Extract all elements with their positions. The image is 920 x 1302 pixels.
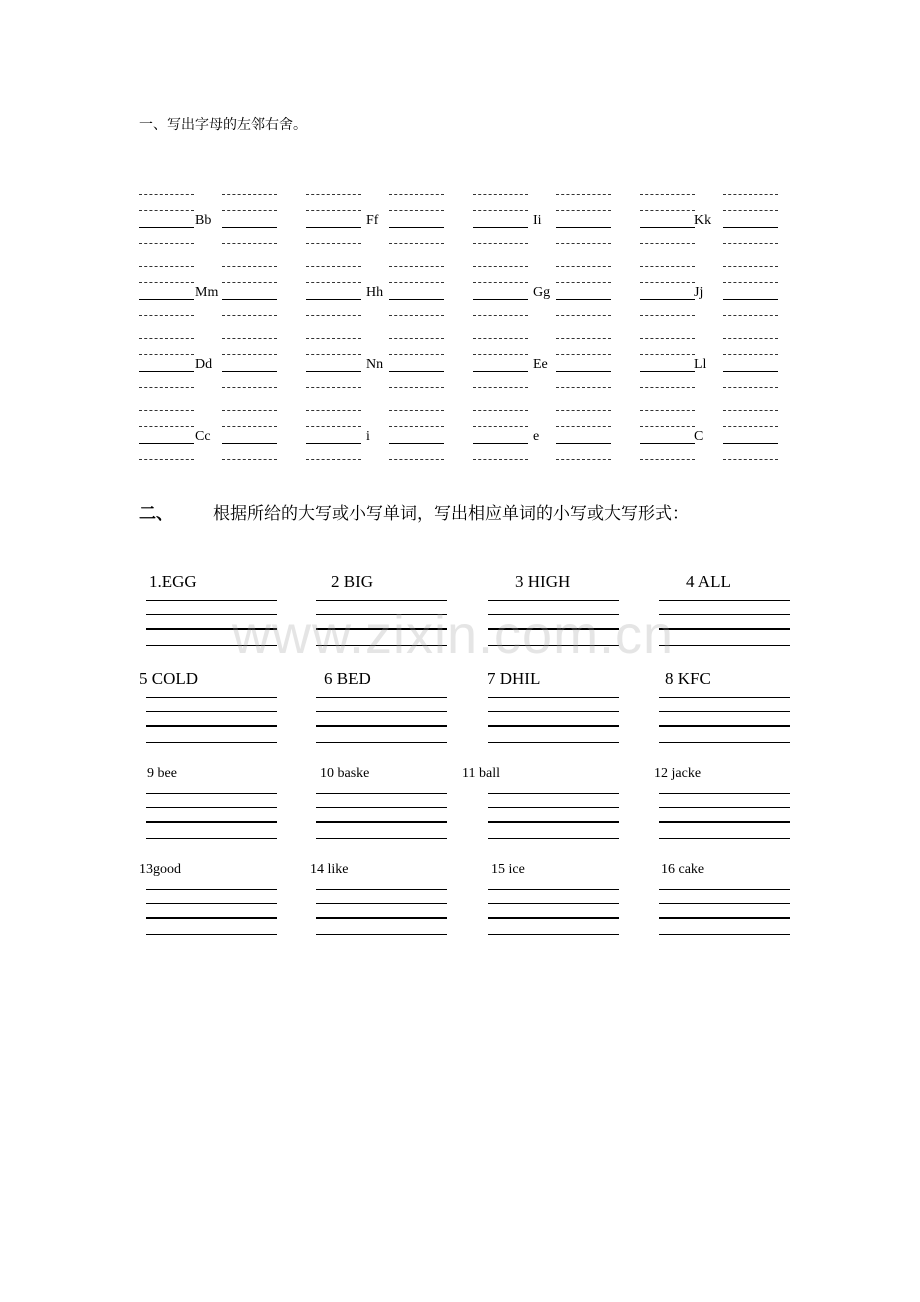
dashed-guide-line [640,354,695,355]
given-letter: Nn [366,357,384,372]
writing-baseline [389,299,444,300]
writing-line [659,614,790,615]
dashed-guide-line [306,426,361,427]
writing-line [659,725,790,727]
writing-baseline [389,227,444,228]
dashed-guide-line [389,266,444,267]
writing-line [146,838,277,839]
dashed-guide-line [139,282,194,283]
writing-baseline [139,371,194,372]
letter-cell [139,189,267,262]
writing-baseline [306,227,361,228]
writing-line [316,934,447,935]
dashed-guide-line [473,426,528,427]
dashed-guide-line [306,387,361,388]
dashed-guide-line [556,338,611,339]
dashed-guide-line [640,426,695,427]
writing-line [659,934,790,935]
dashed-guide-line [306,459,361,460]
dashed-guide-line [222,354,277,355]
writing-line [488,628,619,630]
writing-line [316,903,447,904]
dashed-guide-line [222,410,277,411]
writing-line [146,742,277,743]
given-letter: Hh [366,285,384,300]
dashed-guide-line [222,243,277,244]
dashed-guide-line [306,338,361,339]
dashed-guide-line [139,243,194,244]
writing-line [488,614,619,615]
dashed-guide-line [139,426,194,427]
dashed-guide-line [723,315,778,316]
writing-line [659,793,790,794]
writing-line [146,614,277,615]
writing-baseline [640,443,695,444]
letter-cell [640,333,768,406]
dashed-guide-line [640,338,695,339]
dashed-guide-line [556,282,611,283]
writing-line [316,821,447,823]
dashed-guide-line [640,410,695,411]
dashed-guide-line [640,459,695,460]
writing-line [316,889,447,890]
given-letter: Ii [533,213,542,228]
dashed-guide-line [306,194,361,195]
writing-line [316,917,447,919]
letter-cell [473,189,601,262]
dashed-guide-line [723,387,778,388]
dashed-guide-line [640,387,695,388]
writing-line [316,807,447,808]
dashed-guide-line [640,210,695,211]
writing-line [659,628,790,630]
dashed-guide-line [556,194,611,195]
writing-baseline [556,443,611,444]
dashed-guide-line [389,282,444,283]
writing-line [146,711,277,712]
dashed-guide-line [306,410,361,411]
dashed-guide-line [556,266,611,267]
writing-baseline [139,299,194,300]
word-prompt: 14 like [310,862,349,877]
dashed-guide-line [389,387,444,388]
dashed-guide-line [473,243,528,244]
writing-line [488,838,619,839]
letter-cell [139,405,267,478]
dashed-guide-line [139,266,194,267]
writing-baseline [139,443,194,444]
given-letter: Ff [366,213,379,228]
given-letter: C [694,429,704,444]
writing-line [316,838,447,839]
dashed-guide-line [640,194,695,195]
word-prompt: 16 cake [661,862,705,877]
writing-line [659,903,790,904]
writing-baseline [556,371,611,372]
dashed-guide-line [222,194,277,195]
writing-line [659,600,790,601]
writing-baseline [222,227,277,228]
letter-cell [473,405,601,478]
dashed-guide-line [389,210,444,211]
writing-line [316,742,447,743]
word-prompt: 3 HIGH [515,572,571,591]
dashed-guide-line [640,315,695,316]
dashed-guide-line [640,266,695,267]
section1-title: 一、写出字母的左邻右舍。 [139,118,307,133]
writing-baseline [640,227,695,228]
dashed-guide-line [723,266,778,267]
dashed-guide-line [222,387,277,388]
dashed-guide-line [222,459,277,460]
dashed-guide-line [139,338,194,339]
writing-baseline [222,443,277,444]
writing-line [488,742,619,743]
writing-line [146,821,277,823]
writing-line [659,807,790,808]
dashed-guide-line [556,426,611,427]
writing-baseline [556,227,611,228]
dashed-guide-line [306,266,361,267]
letter-cell [306,405,434,478]
dashed-guide-line [139,459,194,460]
writing-line [488,711,619,712]
given-letter: Ee [533,357,548,372]
dashed-guide-line [723,194,778,195]
dashed-guide-line [723,459,778,460]
writing-line [316,725,447,727]
writing-baseline [640,371,695,372]
writing-baseline [723,227,778,228]
writing-line [488,821,619,823]
dashed-guide-line [389,354,444,355]
dashed-guide-line [139,315,194,316]
writing-line [488,600,619,601]
dashed-guide-line [640,243,695,244]
word-prompt: 2 BIG [331,572,374,591]
word-prompt: 6 BED [324,669,371,688]
word-prompt: 13good [139,862,181,877]
letter-cell [306,333,434,406]
writing-baseline [473,299,528,300]
writing-baseline [389,443,444,444]
dashed-guide-line [139,210,194,211]
dashed-guide-line [222,338,277,339]
writing-line [146,793,277,794]
dashed-guide-line [473,338,528,339]
dashed-guide-line [723,410,778,411]
writing-baseline [222,371,277,372]
writing-line [146,903,277,904]
dashed-guide-line [389,459,444,460]
dashed-guide-line [723,210,778,211]
dashed-guide-line [473,315,528,316]
dashed-guide-line [640,282,695,283]
dashed-guide-line [723,282,778,283]
letter-cell [640,405,768,478]
dashed-guide-line [389,315,444,316]
writing-line [488,697,619,698]
writing-baseline [306,299,361,300]
writing-baseline [306,443,361,444]
word-prompt: 1.EGG [149,572,197,591]
writing-line [488,793,619,794]
dashed-guide-line [389,338,444,339]
writing-line [659,645,790,646]
writing-line [316,697,447,698]
writing-baseline [473,371,528,372]
dashed-guide-line [556,459,611,460]
given-letter: i [366,429,370,444]
writing-line [146,917,277,919]
writing-line [488,645,619,646]
writing-baseline [723,299,778,300]
writing-line [488,934,619,935]
writing-line [659,821,790,823]
given-letter: Ll [694,357,707,372]
section2-number: 二、 [139,504,173,523]
dashed-guide-line [306,210,361,211]
writing-line [659,697,790,698]
dashed-guide-line [473,282,528,283]
dashed-guide-line [723,426,778,427]
dashed-guide-line [222,282,277,283]
writing-line [659,711,790,712]
dashed-guide-line [389,410,444,411]
dashed-guide-line [473,410,528,411]
given-letter: Jj [694,285,704,300]
dashed-guide-line [473,387,528,388]
dashed-guide-line [306,282,361,283]
writing-line [316,628,447,630]
word-prompt: 11 ball [462,766,500,781]
writing-baseline [723,443,778,444]
writing-line [146,600,277,601]
writing-baseline [473,443,528,444]
given-letter: Cc [195,429,211,444]
writing-baseline [389,371,444,372]
dashed-guide-line [556,315,611,316]
dashed-guide-line [389,243,444,244]
writing-baseline [306,371,361,372]
writing-line [488,807,619,808]
given-letter: Dd [195,357,213,372]
given-letter: Bb [195,213,212,228]
letter-cell [640,189,768,262]
word-prompt: 15 ice [491,862,525,877]
writing-baseline [556,299,611,300]
dashed-guide-line [473,266,528,267]
dashed-guide-line [556,210,611,211]
writing-line [488,725,619,727]
dashed-guide-line [222,426,277,427]
writing-line [488,889,619,890]
writing-line [488,917,619,919]
letter-cell [306,189,434,262]
given-letter: Kk [694,213,712,228]
letter-cell [473,333,601,406]
writing-line [146,697,277,698]
writing-line [659,742,790,743]
writing-line [316,793,447,794]
dashed-guide-line [139,354,194,355]
writing-line [316,711,447,712]
dashed-guide-line [222,266,277,267]
writing-baseline [222,299,277,300]
letter-cell [306,261,434,334]
word-prompt: 8 KFC [665,669,711,688]
letter-cell [473,261,601,334]
letter-cell [640,261,768,334]
writing-line [146,628,277,630]
writing-line [146,889,277,890]
word-prompt: 5 COLD [139,669,199,688]
dashed-guide-line [306,315,361,316]
dashed-guide-line [306,354,361,355]
writing-baseline [640,299,695,300]
dashed-guide-line [139,410,194,411]
dashed-guide-line [389,194,444,195]
writing-line [659,889,790,890]
given-letter: Mm [195,285,219,300]
writing-baseline [723,371,778,372]
dashed-guide-line [723,354,778,355]
writing-line [659,917,790,919]
dashed-guide-line [306,243,361,244]
word-prompt: 12 jacke [654,766,702,781]
writing-baseline [473,227,528,228]
writing-line [146,807,277,808]
writing-baseline [139,227,194,228]
dashed-guide-line [473,459,528,460]
letter-cell [139,333,267,406]
section2-instruction: 根据所给的大写或小写单词，写出相应单词的小写或大写形式： [213,504,689,523]
dashed-guide-line [556,243,611,244]
dashed-guide-line [473,354,528,355]
writing-line [316,614,447,615]
dashed-guide-line [556,387,611,388]
writing-line [146,645,277,646]
writing-line [316,645,447,646]
word-prompt: 9 bee [147,766,177,781]
dashed-guide-line [473,210,528,211]
dashed-guide-line [556,410,611,411]
given-letter: e [533,429,540,444]
dashed-guide-line [139,387,194,388]
word-prompt: 4 ALL [686,572,731,591]
dashed-guide-line [222,210,277,211]
letter-cell [139,261,267,334]
dashed-guide-line [723,338,778,339]
dashed-guide-line [473,194,528,195]
writing-line [488,903,619,904]
word-prompt: 7 DHIL [487,669,541,688]
word-prompt: 10 baske [320,766,370,781]
writing-line [659,838,790,839]
dashed-guide-line [723,243,778,244]
watermark: www.zixin.com.cn [232,605,675,665]
dashed-guide-line [222,315,277,316]
writing-line [146,725,277,727]
given-letter: Gg [533,285,551,300]
dashed-guide-line [389,426,444,427]
writing-line [316,600,447,601]
writing-line [146,934,277,935]
dashed-guide-line [139,194,194,195]
section2-title [139,499,689,524]
dashed-guide-line [556,354,611,355]
